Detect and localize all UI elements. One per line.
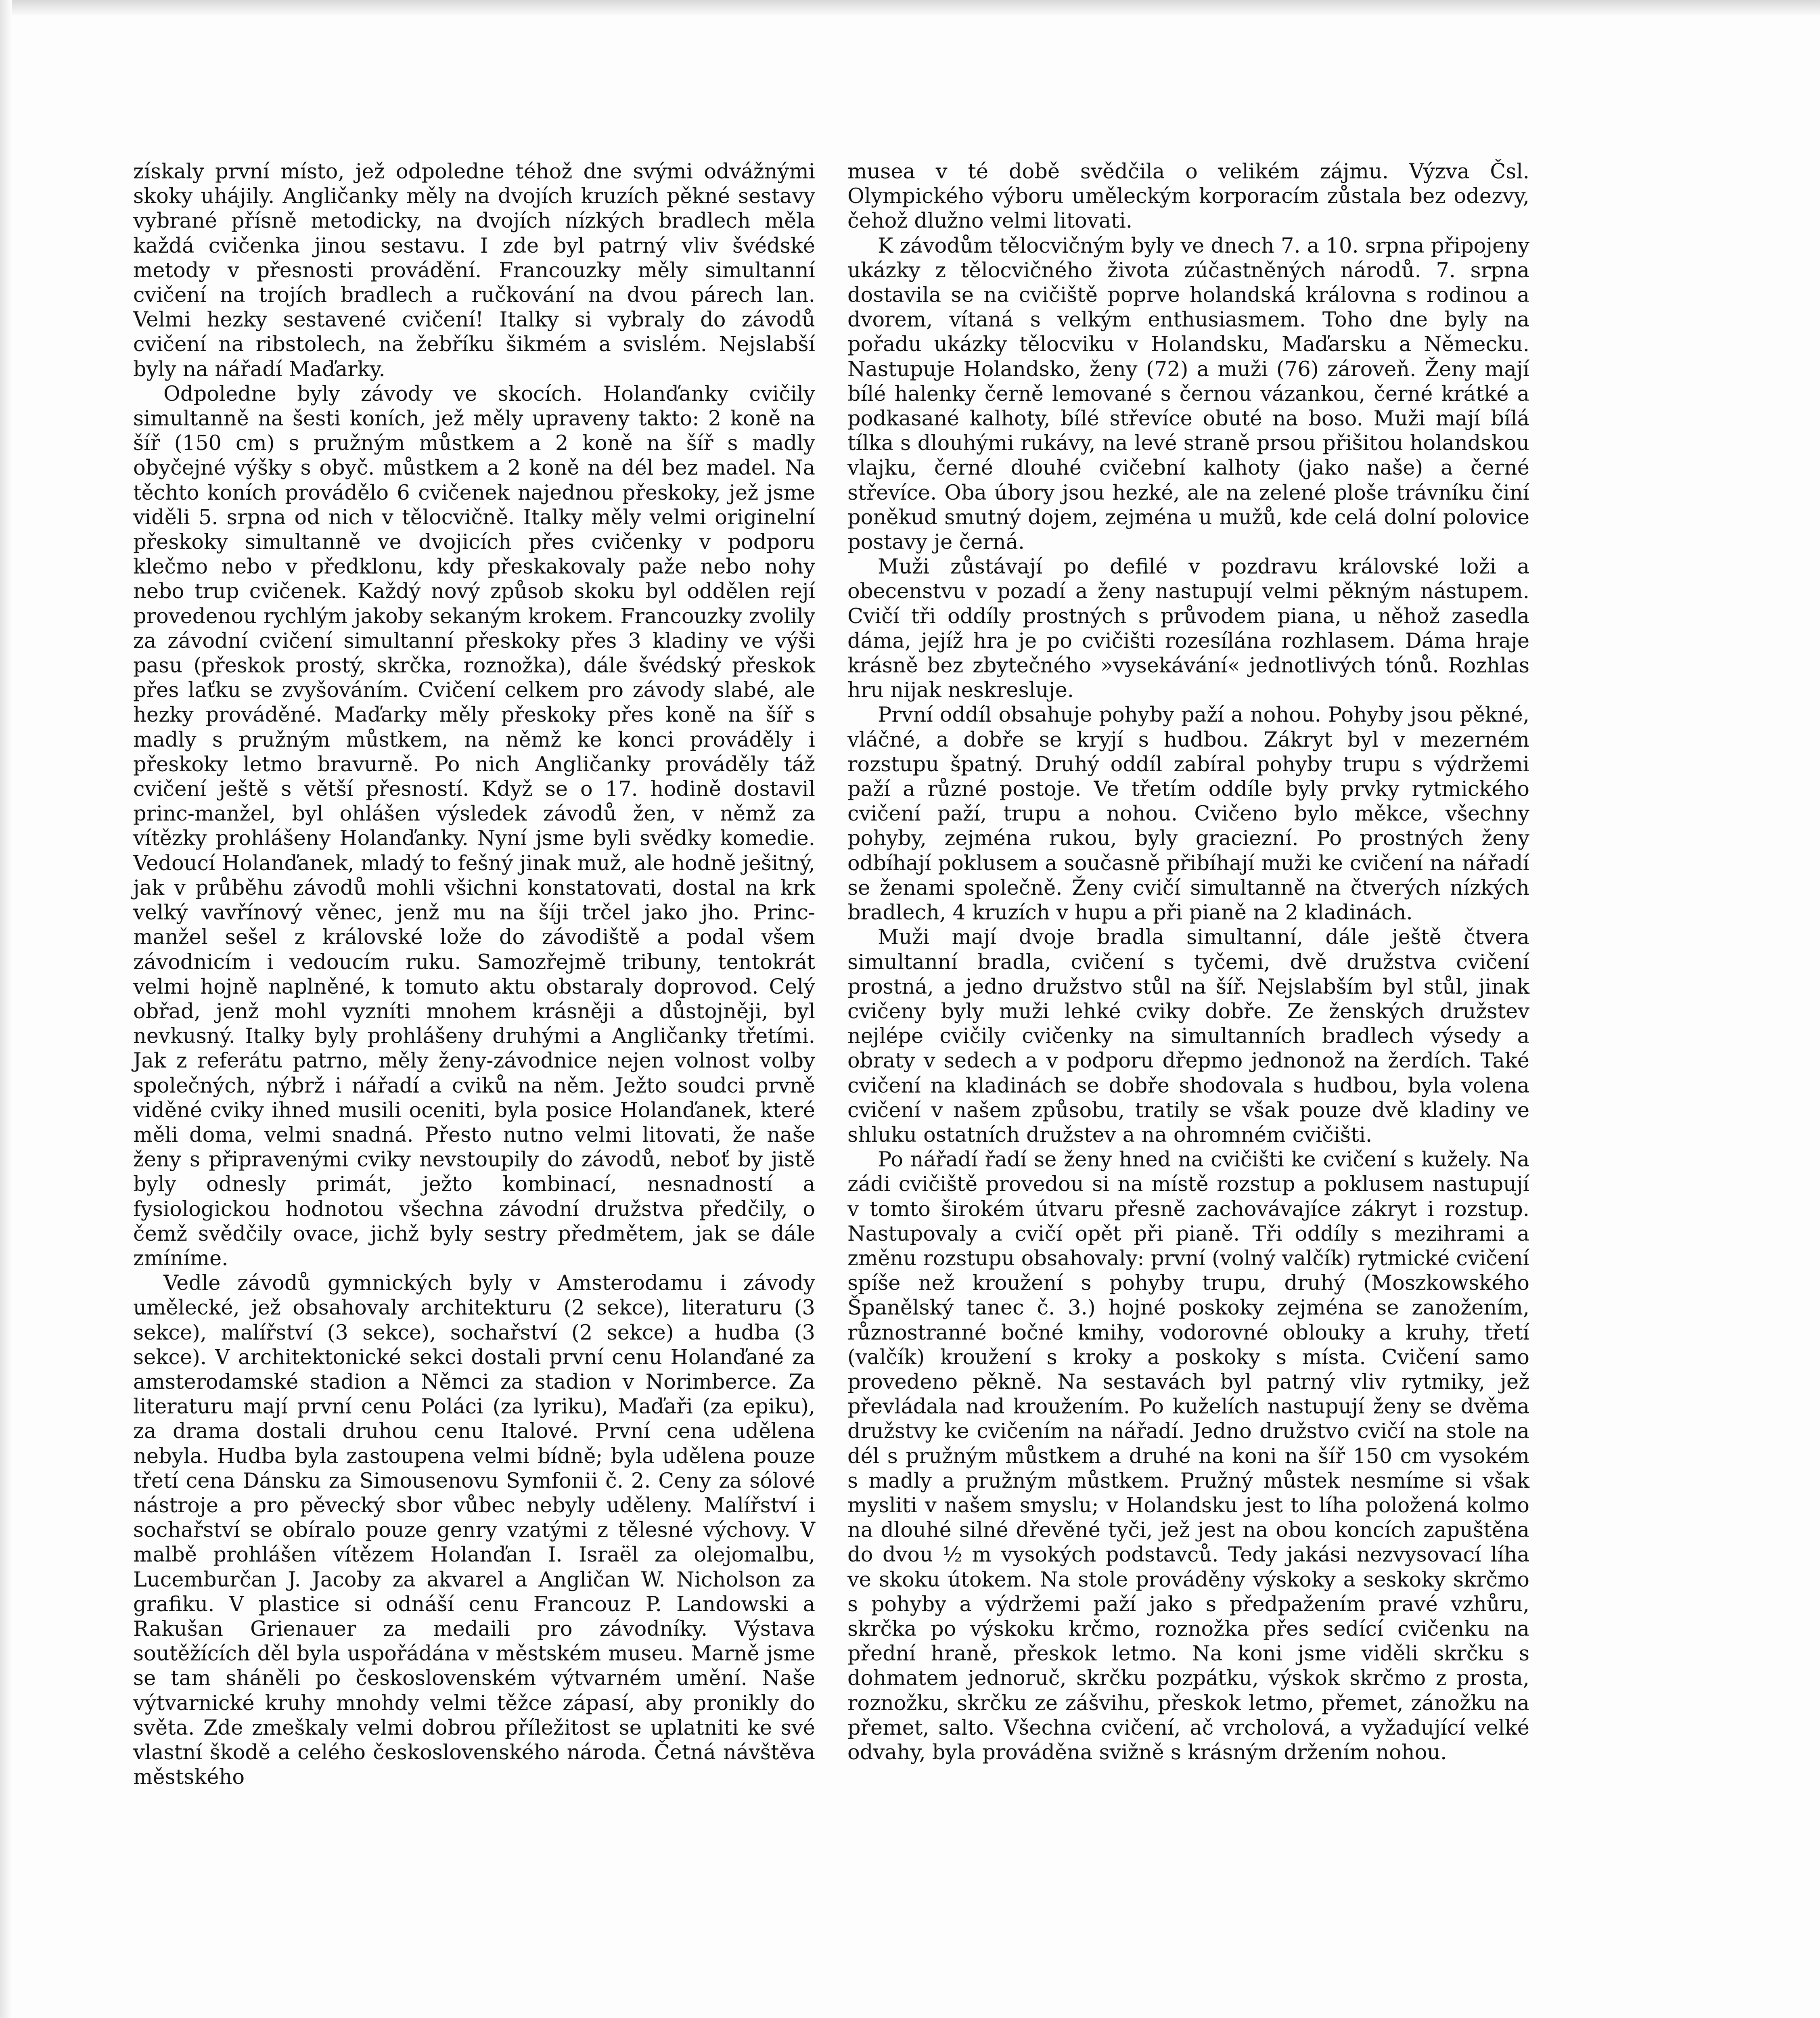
right-paragraph-1: musea v té době svědčila o velikém zájmu. Výzva Čsl. Olympického výboru uměleckým korporacím zůstala bez odezvy, čehož dlužno velmi litovati. (847, 160, 1529, 233)
left-paragraph-2: Odpoledne byly závody ve skocích. Holanďanky cvičily simultanně na šesti koních, jež měly upraveny takto: 2 koně na šíř (150 cm) s pružným můstkem a 2 koně na šíř s madly obyčejné výšky s obyč. můstkem a 2 koně na dél bez madel. Na těchto koních provádělo 6 cvičenek najednou přeskoky, jež jsme viděli 5. srpna od nich v tělocvičně. Italky měly velmi originelní přeskoky simultanně ve dvojicích přes cvičenky v podporu klečmo nebo v předklonu, kdy přeskakovaly paže nebo nohy nebo trup cvičenek. Každý nový způsob skoku byl oddělen rejí provedenou rychlým jakoby sekaným krokem. Francouzky zvolily za závodní cvičení simultanní přeskoky přes 3 kladiny ve výši pasu (přeskok prostý, skrčka, roznožka), dále švédský přeskok přes laťku se zvyšováním. Cvičení celkem pro závody slabé, ale hezky prováděné. Maďarky měly přeskoky přes koně na šíř s madly s pružným můstkem, na němž ke konci prováděly i přeskoky letmo bravurně. Po nich Angličanky prováděly táž cvičení ještě s větší přesností. Když se o 17. hodině dostavil princ-manžel, byl ohlášen výsledek závodů žen, v němž za vítězky prohlášeny Holanďanky. Nyní jsme byli svědky komedie. Vedoucí Holanďanek, mladý to fešný jinak muž, ale hodně ješitný, jak v průběhu závodů mohli všichni konstatovati, dostal na krk velký vavřínový věnec, jenž mu na šíji trčel jako jho. Princ-manžel sešel z královské lože do závodiště a podal všem závodnicím i vedoucím ruku. Samozřejmě tribuny, tentokrát velmi hojně naplněné, k tomuto aktu obstaraly doprovod. Celý obřad, jenž mohl vyzníti mnohem krásněji a důstojněji, byl nevkusný. Italky byly prohlášeny druhými a Angličanky třetími. Jak z referátu patrno, měly ženy-závodnice nejen volnost volby společných, nýbrž i nářadí a cviků na něm. Ježto soudci prvně viděné cviky ihned musili oceniti, byla posice Holanďanek, které měli doma, velmi snadná. Přesto nutno velmi litovati, že naše ženy s připravenými cviky nevstoupily do závodů, neboť by jistě byly odnesly primát, ježto kombinací, nesnadností a fysiologickou hodnotou všechna závodní družstva předčily, o čemž svědčily ovace, jichž byly sestry předmětem, jak se dále zmíníme. (133, 382, 815, 1271)
right-column (847, 159, 1529, 1765)
left-paragraph-1: získaly první místo, jež odpoledne téhož dne svými odvážnými skoky uhájily. Angličanky měly na dvojích kruzích pěkné sestavy vybrané přísně metodicky, na dvojích nízkých bradlech měla každá cvičenka jinou sestavu. I zde byl patrný vliv švédské metody v přesnosti provádění. Francouzky měly simultanní cvičení na trojích bradlech a ručkování na dvou párech lan. Velmi hezky sestavené cvičení! Italky si vybraly do závodů cvičení na ribstolech, na žebříku šikmém a svislém. Nejslabší byly na nářadí Maďarky. (133, 160, 815, 381)
right-paragraph-4: První oddíl obsahuje pohyby paží a nohou. Pohyby jsou pěkné, vláčné, a dobře se kryjí s hudbou. Zákryt byl v mezerném rozstupu špatný. Druhý oddíl zabíral pohyby trupu s výdržemi paží a různé postoje. Ve třetím oddíle byly prvky rytmického cvičení paží, trupu a nohou. Cvičeno bylo měkce, všechny pohyby, zejména rukou, byly graciezní. Po prostných ženy odbíhají poklusem a současně přibíhají muži ke cvičení na nářadí se ženami společně. Ženy cvičí simultanně na čtverých nízkých bradlech, 4 kruzích v hupu a při pianě na 2 kladinách. (847, 703, 1529, 925)
right-paragraph-2: K závodům tělocvičným byly ve dnech 7. a 10. srpna připojeny ukázky z tělocvičného života zúčastněných národů. 7. srpna dostavila se na cvičiště poprve holandská královna s rodinou a dvorem, vítaná s velkým enthusiasmem. Toho dne byly na pořadu ukázky tělocviku v Holandsku, Maďarsku a Německu. Nastupuje Holandsko, ženy (72) a muži (76) zároveň. Ženy mají bílé halenky černě lemované s černou vázankou, černé krátké a podkasané kalhoty, bílé střevíce obuté na boso. Muži mají bílá tílka s dlouhými rukávy, na levé straně prsou přišitou holandskou vlajku, černé dlouhé cvičební kalhoty (jako naše) a černé střevíce. Oba úbory jsou hezké, ale na zelené ploše trávníku činí poněkud smutný dojem, zejména u mužů, kde celá dolní polovice postavy je černá. (847, 234, 1529, 555)
right-paragraph-3: Muži zůstávají po defilé v pozdravu královské loži a obecenstvu v pozadí a ženy nastupují velmi pěkným nástupem. Cvičí tři oddíly prostných s průvodem piana, u něhož zasedla dáma, jejíž hra je po cvičišti rozesílána rozhlasem. Dáma hraje krásně bez zbytečného »vysekávání« jednotlivých tónů. Rozhlas hru nijak neskresluje. (847, 555, 1529, 703)
right-paragraph-6: Po nářadí řadí se ženy hned na cvičišti ke cvičení s kužely. Na zádi cvičiště provedou si na místě rozstup a poklusem nastupují v tomto širokém útvaru přesně zachovávajíce zákryt i rozstup. Nastupovaly a cvičí opět při pianě. Tři oddíly s mezihrami a změnu rozstupu obsahovaly: první (volný valčík) rytmické cvičení spíše než kroužení s pohyby trupu, druhý (Moszkowského Španělský tanec č. 3.) hojné poskoky zejména se zanožením, různostranné bočné kmihy, vodorovné oblouky a kruhy, třetí (valčík) kroužení s kroky a poskoky s místa. Cvičení samo provedeno pěkně. Na sestavách byl patrný vliv rytmiky, jež převládala nad kroužením. Po kuželích nastupují ženy se dvěma družstvy ke cvičením na nářadí. Jedno družstvo cvičí na stole na dél s pružným můstkem a druhé na koni na šíř 150 cm vysokém s madly a pružným můstkem. Pružný můstek nesmíme si však mysliti v našem smyslu; v Holandsku jest to líha položená kolmo na dlouhé silné dřevěné tyči, jež jest na obou koncích zapuštěna do dvou ½ m vysokých podstavců. Tedy jakási nezvysovací líha ve skoku útokem. Na stole prováděny výskoky a seskoky skrčmo s pohyby a výdržemi paží jako s předpažením pravé vzhůru, skrčka po výskoku krčmo, roznožka přes sedící cvičenku na přední hraně, přeskok letmo. Na koni jsme viděli skrčku s dohmatem jednoruč, skrčku pozpátku, výskok skrčmo z prosta, roznožku, skrčku ze zášvihu, přeskok letmo, přemet, zánožku na přemet, salto. Všechna cvičení, ač vrcholová, a vyžadující velké odvahy, byla prováděna svižně s krásným držením nohou. (847, 1148, 1529, 1765)
scan-edge-left (0, 0, 12, 2018)
scan-edge-top (0, 0, 1820, 16)
left-column (133, 159, 815, 1790)
left-paragraph-3: Vedle závodů gymnických byly v Amsterodamu i závody umělecké, jež obsahovaly architekturu (2 sekce), literaturu (3 sekce), malířství (3 sekce), sochařství (2 sekce) a hudba (3 sekce). V architektonické sekci dostali první cenu Holanďané za amsterodamské stadion a Němci za stadion v Norimberce. Za literaturu mají první cenu Poláci (za lyriku), Maďaři (za epiku), za drama dostali druhou cenu Italové. První cena udělena nebyla. Hudba byla zastoupena velmi bídně; byla udělena pouze třetí cena Dánsku za Simousenovu Symfonii č. 2. Ceny za sólové nástroje a pro pěvecký sbor vůbec nebyly uděleny. Malířství i sochařství se obíralo pouze genry vzatými z tělesné výchovy. V malbě prohlášen vítězem Holanďan I. Israël za olejomalbu, Lucemburčan J. Jacoby za akvarel a Angličan W. Nicholson za grafiku. V plastice si odnáší cenu Francouz P. Landowski a Rakušan Grienauer za medaili pro závodníky. Výstava soutěžících děl byla uspořádána v městském museu. Marně jsme se tam sháněli po československém výtvarném umění. Naše výtvarnické kruhy mnohdy velmi těžce zápasí, aby pronikly do světa. Zde zmeškaly velmi dobrou příležitost se uplatniti ke své vlastní škodě a celého československého národa. Četná návštěva městského (133, 1271, 815, 1790)
right-paragraph-5: Muži mají dvoje bradla simultanní, dále ještě čtvera simultanní bradla, cvičení s tyčemi, dvě družstva cvičení prostná, a jedno družstvo stůl na šíř. Nejslabším byl stůl, jinak cvičeny byly muži lehké cviky dobře. Ze ženských družstev nejlépe cvičily cvičenky na simultanních bradlech výsedy a obraty v sedech a v podporu dřepmo jednonož na žerdích. Také cvičení na kladinách se dobře shodovala s hudbou, byla volena cvičení v našem způsobu, tratily se však pouze dvě kladiny ve shluku ostatních družstev a na ohromném cvičišti. (847, 925, 1529, 1147)
